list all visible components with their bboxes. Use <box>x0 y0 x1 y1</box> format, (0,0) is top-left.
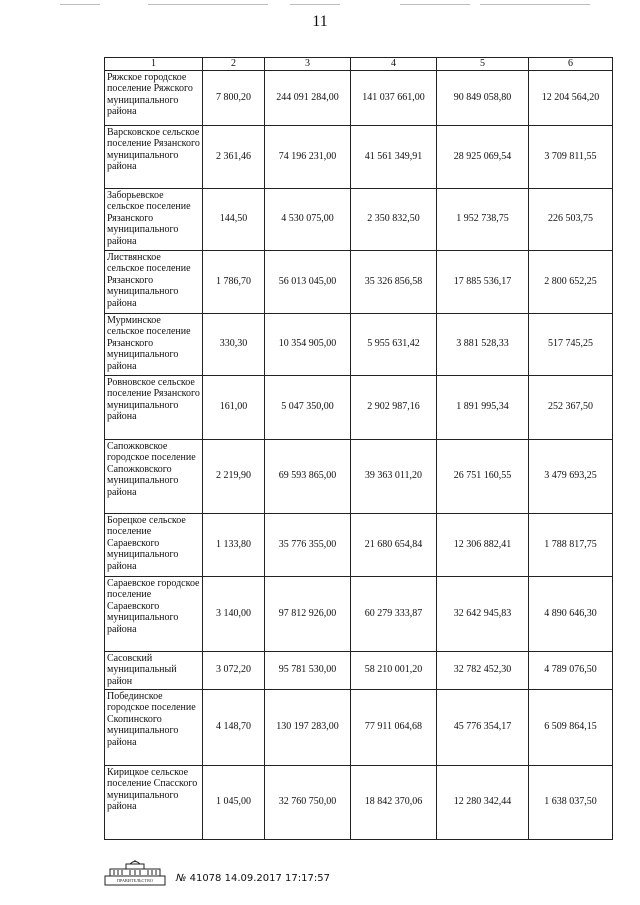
settlement-name-cell: Борецкое сельское поселение Сараевского муниципального района <box>105 513 203 576</box>
value-cell-2: 3 072,20 <box>203 651 265 689</box>
value-cell-3: 69 593 865,00 <box>265 439 351 513</box>
settlement-name-cell: Варсковское сельское поселение Рязанского муниципального района <box>105 125 203 188</box>
value-cell-4: 41 561 349,91 <box>351 125 437 188</box>
value-cell-4: 77 911 064,68 <box>351 689 437 765</box>
value-cell-5: 12 306 882,41 <box>437 513 529 576</box>
value-cell-3: 97 812 926,00 <box>265 576 351 651</box>
settlement-name-cell: Ровновское сельское поселение Рязанского муниципального района <box>105 375 203 439</box>
value-cell-2: 144,50 <box>203 188 265 250</box>
value-cell-3: 32 760 750,00 <box>265 765 351 839</box>
value-cell-2: 4 148,70 <box>203 689 265 765</box>
header-cell: 2 <box>203 58 265 71</box>
value-cell-3: 5 047 350,00 <box>265 375 351 439</box>
header-cell: 4 <box>351 58 437 71</box>
value-cell-5: 1 891 995,34 <box>437 375 529 439</box>
scan-artifact-line <box>60 4 100 5</box>
value-cell-6: 4 890 646,30 <box>529 576 613 651</box>
value-cell-4: 58 210 001,20 <box>351 651 437 689</box>
value-cell-3: 35 776 355,00 <box>265 513 351 576</box>
table-row <box>105 70 613 125</box>
number-sign: № <box>176 873 187 884</box>
data-table <box>104 57 613 840</box>
value-cell-4: 18 842 370,06 <box>351 765 437 839</box>
value-cell-3: 4 530 075,00 <box>265 188 351 250</box>
value-cell-5: 45 776 354,17 <box>437 689 529 765</box>
value-cell-5: 32 782 452,30 <box>437 651 529 689</box>
value-cell-6: 517 745,25 <box>529 313 613 375</box>
table-row <box>105 513 613 576</box>
value-cell-6: 1 638 037,50 <box>529 765 613 839</box>
value-cell-5: 28 925 069,54 <box>437 125 529 188</box>
value-cell-4: 2 902 987,16 <box>351 375 437 439</box>
value-cell-5: 32 642 945,83 <box>437 576 529 651</box>
value-cell-5: 12 280 342,44 <box>437 765 529 839</box>
header-cell: 1 <box>105 58 203 71</box>
settlement-name-cell: Сасовский муниципальный район <box>105 651 203 689</box>
scan-artifact-line <box>400 4 470 5</box>
value-cell-4: 35 326 856,58 <box>351 250 437 313</box>
page-number: 11 <box>312 13 328 30</box>
value-cell-3: 10 354 905,00 <box>265 313 351 375</box>
table-row <box>105 313 613 375</box>
value-cell-2: 2 361,46 <box>203 125 265 188</box>
value-cell-3: 74 196 231,00 <box>265 125 351 188</box>
value-cell-5: 3 881 528,33 <box>437 313 529 375</box>
settlement-name-cell: Сапожковское городское поселение Сапожковского муниципального района <box>105 439 203 513</box>
document-datetime: 14.09.2017 17:17:57 <box>224 873 330 884</box>
value-cell-4: 2 350 832,50 <box>351 188 437 250</box>
settlement-name-cell: Кирицкое сельское поселение Спасского муниципального района <box>105 765 203 839</box>
value-cell-6: 3 479 693,25 <box>529 439 613 513</box>
value-cell-2: 7 800,20 <box>203 70 265 125</box>
value-cell-6: 252 367,50 <box>529 375 613 439</box>
value-cell-2: 1 045,00 <box>203 765 265 839</box>
value-cell-6: 1 788 817,75 <box>529 513 613 576</box>
scan-artifact-line <box>290 4 340 5</box>
value-cell-5: 17 885 536,17 <box>437 250 529 313</box>
value-cell-2: 161,00 <box>203 375 265 439</box>
value-cell-2: 1 786,70 <box>203 250 265 313</box>
logo-caption: ПРАВИТЕЛЬСТВО <box>116 878 154 883</box>
value-cell-6: 12 204 564,20 <box>529 70 613 125</box>
settlement-name-cell: Мурминское сельское поселение Рязанского муниципального района <box>105 313 203 375</box>
value-cell-6: 4 789 076,50 <box>529 651 613 689</box>
scan-artifact-line <box>480 4 590 5</box>
header-cell: 5 <box>437 58 529 71</box>
value-cell-4: 5 955 631,42 <box>351 313 437 375</box>
value-cell-4: 39 363 011,20 <box>351 439 437 513</box>
footer <box>104 860 504 890</box>
value-cell-3: 244 091 284,00 <box>265 70 351 125</box>
table-row <box>105 576 613 651</box>
settlement-name-cell: Листвянское сельское поселение Рязанского муниципального района <box>105 250 203 313</box>
registration-stamp <box>176 873 330 884</box>
value-cell-3: 56 013 045,00 <box>265 250 351 313</box>
value-cell-6: 6 509 864,15 <box>529 689 613 765</box>
table-row <box>105 375 613 439</box>
value-cell-3: 95 781 530,00 <box>265 651 351 689</box>
table-row <box>105 765 613 839</box>
settlement-name-cell: Побединское городское поселение Скопинского муниципального района <box>105 689 203 765</box>
value-cell-6: 2 800 652,25 <box>529 250 613 313</box>
value-cell-6: 226 503,75 <box>529 188 613 250</box>
value-cell-4: 141 037 661,00 <box>351 70 437 125</box>
settlement-name-cell: Сараевское городское поселение Сараевского муниципального района <box>105 576 203 651</box>
table-row <box>105 250 613 313</box>
scan-artifact-line <box>148 4 268 5</box>
table-row <box>105 439 613 513</box>
document-number: 41078 <box>189 873 222 884</box>
header-cell: 6 <box>529 58 613 71</box>
value-cell-2: 330,30 <box>203 313 265 375</box>
government-building-logo <box>104 860 166 886</box>
value-cell-3: 130 197 283,00 <box>265 689 351 765</box>
table-header-row <box>105 58 613 71</box>
value-cell-2: 2 219,90 <box>203 439 265 513</box>
value-cell-5: 90 849 058,80 <box>437 70 529 125</box>
header-cell: 3 <box>265 58 351 71</box>
table-row <box>105 125 613 188</box>
table-row <box>105 689 613 765</box>
value-cell-6: 3 709 811,55 <box>529 125 613 188</box>
settlement-name-cell: Ряжское городское поселение Ряжского муниципального района <box>105 70 203 125</box>
settlement-name-cell: Заборьевское сельское поселение Рязанского муниципального района <box>105 188 203 250</box>
value-cell-2: 1 133,80 <box>203 513 265 576</box>
value-cell-5: 1 952 738,75 <box>437 188 529 250</box>
table-row <box>105 651 613 689</box>
value-cell-4: 21 680 654,84 <box>351 513 437 576</box>
value-cell-4: 60 279 333,87 <box>351 576 437 651</box>
table-row <box>105 188 613 250</box>
value-cell-5: 26 751 160,55 <box>437 439 529 513</box>
value-cell-2: 3 140,00 <box>203 576 265 651</box>
